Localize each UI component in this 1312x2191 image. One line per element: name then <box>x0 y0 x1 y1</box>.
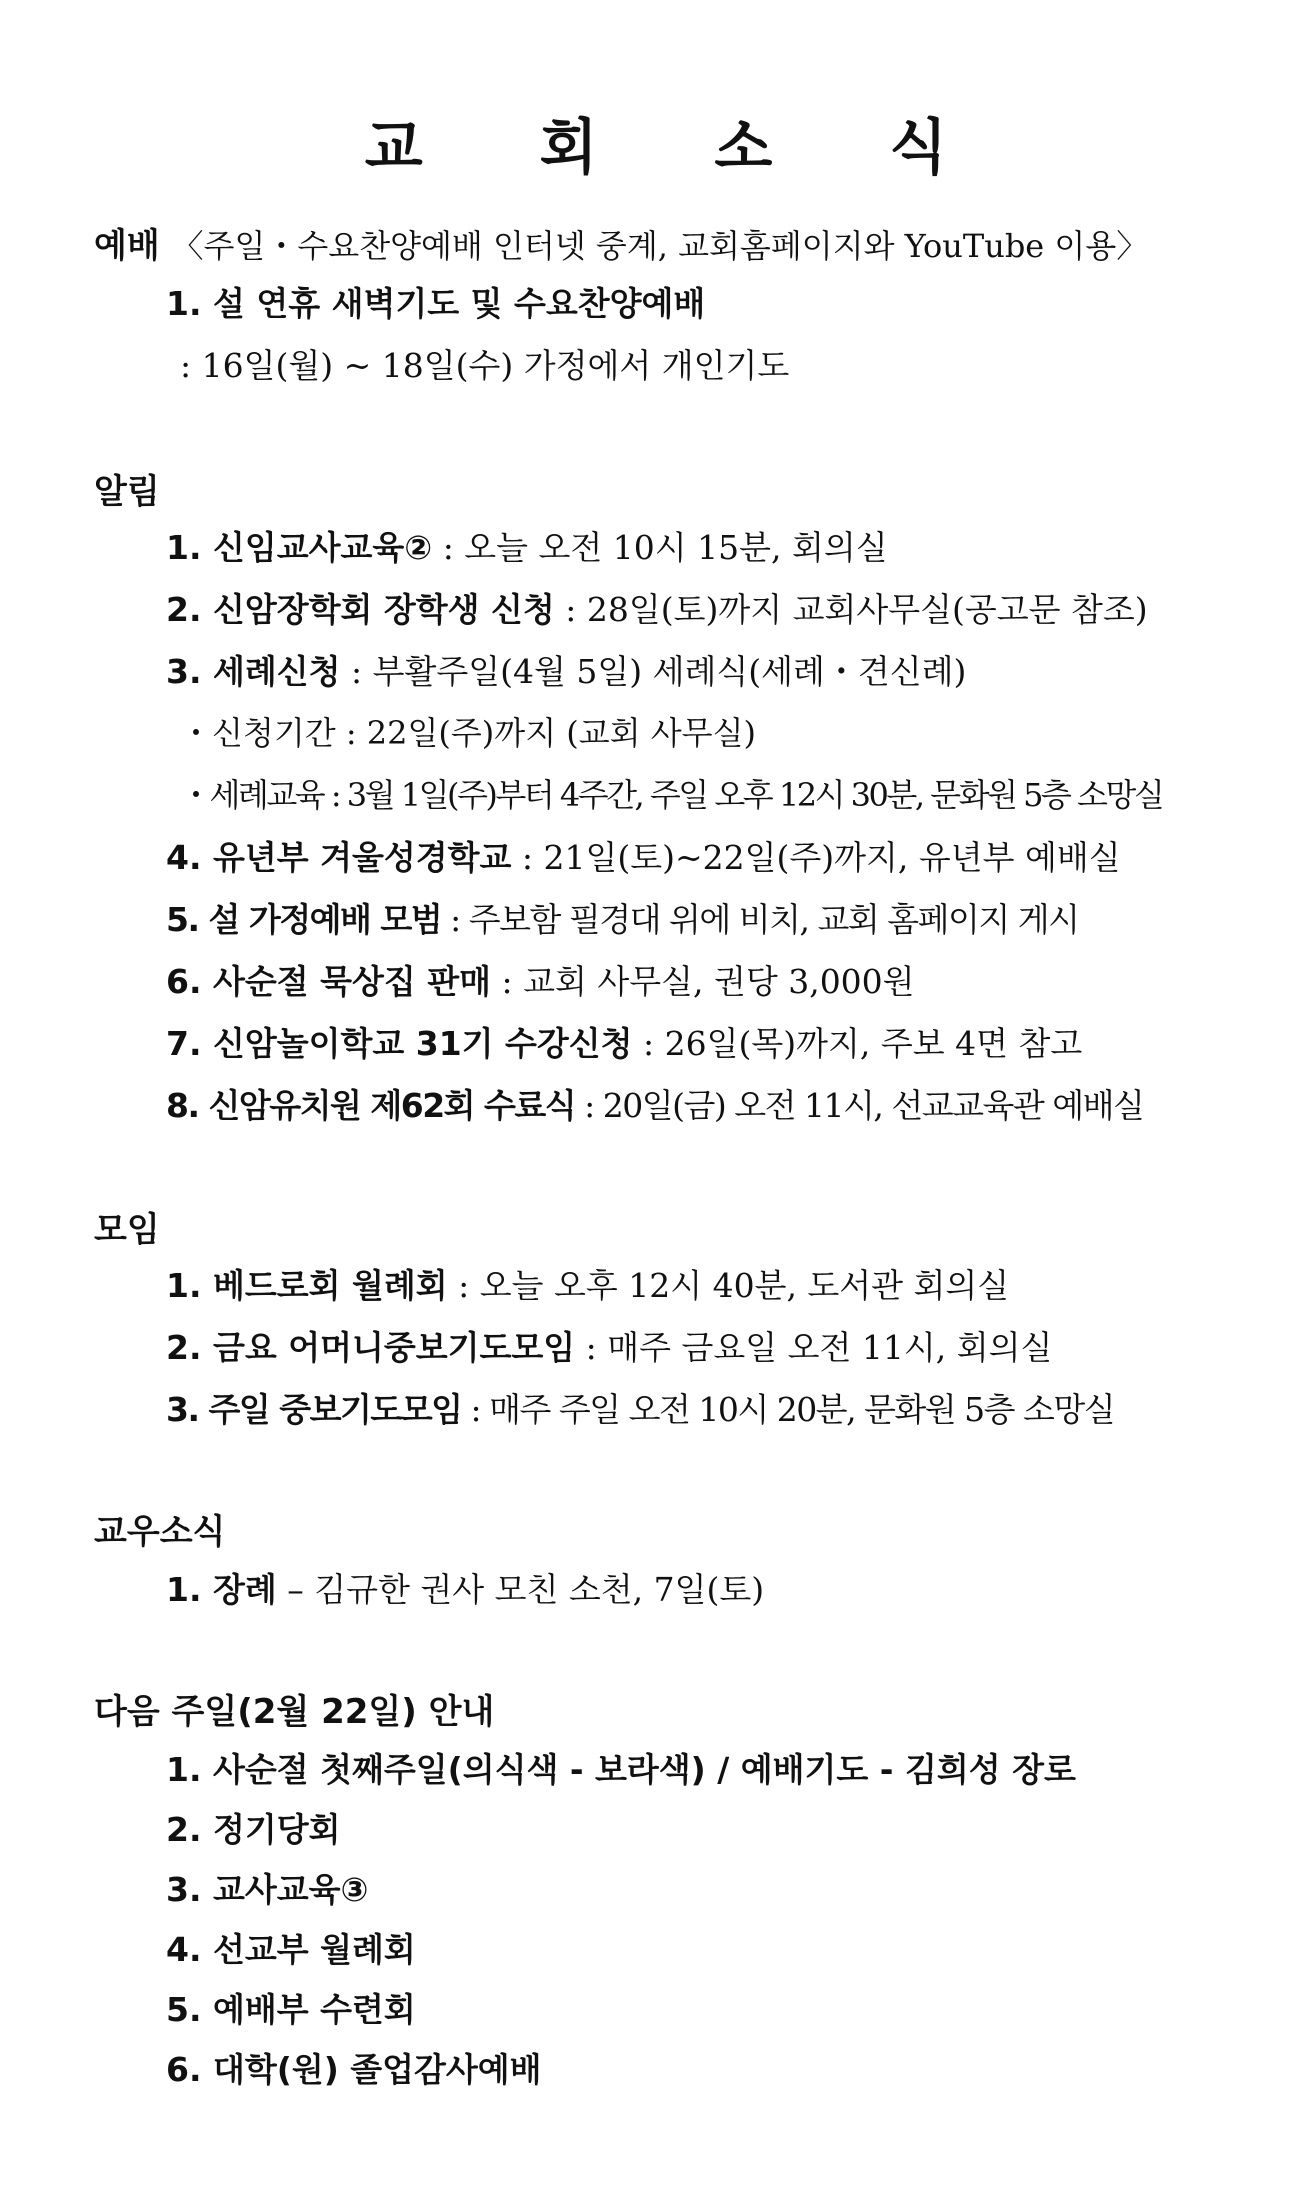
member-item-1-body: – 김규한 권사 모친 소천, 7일(토) <box>276 1570 765 1609</box>
notice-item-3-sub-period: ・신청기간 : 22일(주)까지 (교회 사무실) <box>180 714 756 752</box>
notice-item-1-body: : 오늘 오전 10시 15분, 회의실 <box>432 528 888 567</box>
notice-item-2-body: : 28일(토)까지 교회사무실(공고문 참조) <box>554 590 1148 629</box>
meeting-item-2-body: : 매주 금요일 오전 11시, 회의실 <box>575 1328 1053 1367</box>
member-item-1-title: 1. 장례 <box>166 1570 277 1609</box>
meeting-item-2 <box>166 1322 1052 1369</box>
next-week-item-4 <box>166 1924 416 1971</box>
meeting-item-3 <box>166 1384 1114 1431</box>
notice-item-4 <box>166 832 1121 879</box>
notice-item-4-title: 4. 유년부 겨울성경학교 <box>166 838 512 877</box>
meeting-item-1-title: 1. 베드로회 월례회 <box>166 1266 448 1305</box>
notice-item-6 <box>166 956 915 1003</box>
next-week-item-6 <box>166 2044 542 2091</box>
next-week-item-3-text: 3. 교사교육③ <box>166 1870 369 1909</box>
worship-note: 〈주일・수요찬양예배 인터넷 중계, 교회홈페이지와 YouTube 이용〉 <box>171 227 1149 265</box>
next-week-item-2 <box>166 1804 341 1851</box>
worship-section-header <box>94 218 1148 267</box>
notice-item-4-body: : 21일(토)~22일(주)까지, 유년부 예배실 <box>511 838 1121 877</box>
notice-item-5 <box>166 894 1078 941</box>
next-week-heading: 다음 주일(2월 22일) 안내 <box>94 1692 495 1732</box>
notice-item-8 <box>166 1080 1143 1127</box>
meeting-item-1 <box>166 1260 1009 1307</box>
notice-item-3-title: 3. 세례신청 <box>166 652 341 691</box>
worship-heading: 예배 <box>94 226 160 266</box>
next-week-item-3 <box>166 1864 368 1911</box>
next-week-item-5-text: 5. 예배부 수련회 <box>166 1990 416 2029</box>
meetings-heading: 모임 <box>94 1210 160 1250</box>
worship-item-1 <box>166 278 705 325</box>
notice-item-7-title: 7. 신암놀이학교 31기 수강신청 <box>166 1024 633 1063</box>
notice-item-3 <box>166 646 966 693</box>
next-week-item-4-text: 4. 선교부 월례회 <box>166 1930 416 1969</box>
next-week-item-2-text: 2. 정기당회 <box>166 1810 341 1849</box>
notice-item-8-title: 8. 신암유치원 제62회 수료식 <box>166 1086 576 1125</box>
notice-item-6-body: : 교회 사무실, 권당 3,000원 <box>491 962 915 1001</box>
worship-item-1-detail: : 16일(월) ~ 18일(수) 가정에서 개인기도 <box>180 346 790 385</box>
page-title: 교 회 소 식 <box>364 113 996 183</box>
next-week-item-6-text: 6. 대학(원) 졸업감사예배 <box>166 2050 542 2089</box>
meeting-item-3-title: 3. 주일 중보기도모임 <box>166 1390 462 1429</box>
meeting-item-2-title: 2. 금요 어머니중보기도모임 <box>166 1328 576 1367</box>
notice-item-3-sub-education: ・세례교육 : 3월 1일(주)부터 4주간, 주일 오후 12시 30분, 문화원 5층 소망실 <box>180 776 1163 814</box>
meeting-item-1-body: : 오늘 오후 12시 40분, 도서관 회의실 <box>447 1266 1010 1305</box>
notice-item-2-title: 2. 신암장학회 장학생 신청 <box>166 590 555 629</box>
notices-heading: 알림 <box>94 472 160 512</box>
notice-item-2 <box>166 584 1148 631</box>
meeting-item-3-body: : 매주 주일 오전 10시 20분, 문화원 5층 소망실 <box>461 1390 1115 1429</box>
notice-item-3-body: : 부활주일(4월 5일) 세례식(세례・견신례) <box>340 652 967 691</box>
notice-item-5-title: 5. 설 가정예배 모범 <box>166 900 442 939</box>
notice-item-7-body: : 26일(목)까지, 주보 4면 참고 <box>632 1024 1083 1063</box>
next-week-item-5 <box>166 1984 416 2031</box>
notice-item-1-title: 1. 신임교사교육② <box>166 528 433 567</box>
notice-item-6-title: 6. 사순절 묵상집 판매 <box>166 962 491 1001</box>
next-week-item-1 <box>166 1744 1076 1791</box>
member-item-1 <box>166 1564 764 1611</box>
notice-item-1 <box>166 522 888 569</box>
members-heading: 교우소식 <box>94 1512 226 1552</box>
notice-item-8-body: : 20일(금) 오전 11시, 선교교육관 예배실 <box>575 1086 1144 1125</box>
next-week-item-1-text: 1. 사순절 첫째주일(의식색 - 보라색) / 예배기도 - 김희성 장로 <box>166 1750 1076 1789</box>
notice-item-5-body: : 주보함 필경대 위에 비치, 교회 홈페이지 게시 <box>441 900 1079 939</box>
notice-item-7 <box>166 1018 1082 1065</box>
worship-item-1-title: 1. 설 연휴 새벽기도 및 수요찬양예배 <box>166 284 706 323</box>
